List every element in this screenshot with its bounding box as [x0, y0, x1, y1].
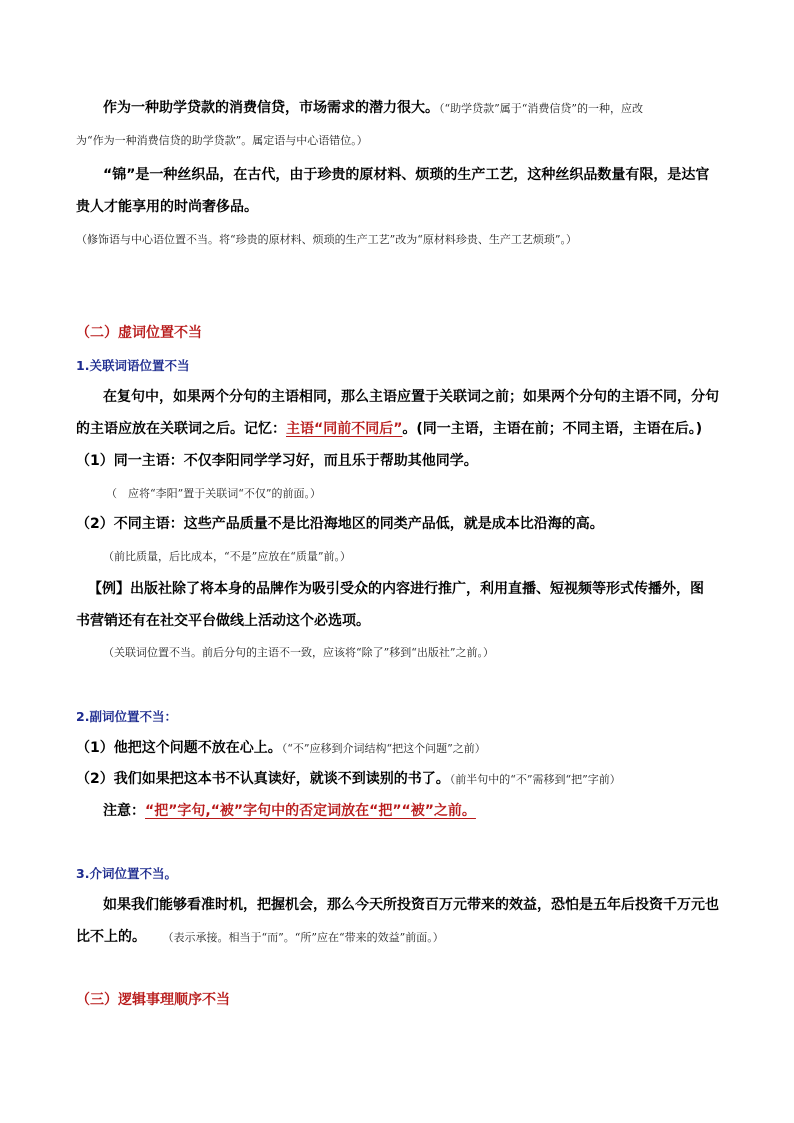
sub1-para-line1: 在复句中，如果两个分句的主语相同，那么主语应置于关联词之前；如果两个分句的主语不同，分句: [103, 389, 719, 405]
sub2-example1-text: （1）他把这个问题不放在心上。: [76, 740, 282, 756]
sub3-note: （表示承接。相当于“而”。“所”应在“带来的效益”前面。）: [168, 931, 444, 944]
block2-line1: “锦”是一种丝织品，在古代，由于珍贵的原材料、烦琐的生产工艺，这种丝织品数量有限，是达官: [103, 167, 710, 183]
sub1-example2-note: （前比质量，后比成本，“不是”应放在“质量”前。）: [103, 550, 351, 563]
sub3-line1: 如果我们能够看准时机，把握机会，那么今天所投资百万元带来的效益，恐怕是五年后投资千万元也: [103, 897, 719, 913]
block1-note-line2: 为“作为一种消费信贷的助学贷款”。属定语与中心语错位。）: [76, 134, 368, 147]
sub1-example1-note: （ 应将“李阳”置于关联词“不仅”的前面。）: [106, 487, 321, 500]
sub1-example1: （1）同一主语：不仅李阳同学学习好，而且乐于帮助其他同学。: [76, 453, 478, 469]
sub1-example-line2: 书营销还有在社交平台做线上活动这个必选项。: [76, 613, 370, 629]
sub1-example-note: （关联词位置不当。前后分句的主语不一致，应该将“除了”移到“出版社”之前。）: [103, 646, 494, 659]
sub2-example1: [76, 740, 486, 757]
sub3-line2: [76, 929, 444, 946]
sub2-tip-text: “把”字句,“被”字句中的否定词放在“把”“被”之前。: [145, 803, 476, 819]
sub1-example2: （2）不同主语：这些产品质量不是比沿海地区的同类产品低，就是成本比沿海的高。: [76, 516, 604, 532]
block1-sentence: 作为一种助学贷款的消费信贷，市场需求的潜力很大。: [103, 100, 439, 116]
sub2-example2: [76, 771, 621, 788]
block2-line2: 贵人才能享用的时尚奢侈品。: [76, 199, 258, 215]
sub1-title: 1.关联词语位置不当: [76, 358, 190, 373]
block2-note: （修饰语与中心语位置不当。将“珍贵的原材料、烦琐的生产工艺”改为“原材料珍贵、生产工艺烦琐”。）: [76, 233, 577, 246]
section2-title: （二）虚词位置不当: [76, 325, 202, 341]
sub1-mnemonic: 主语“同前不同后”: [286, 421, 403, 437]
sub2-example2-text: （2）我们如果把这本书不认真读好，就谈不到读别的书了。: [76, 771, 450, 787]
section3-title: （三）逻辑事理顺序不当: [76, 992, 230, 1008]
sub2-tip-label: 注意：: [103, 803, 145, 819]
sub1-para-line2-after: 。(同一主语，主语在前；不同主语，主语在后。): [402, 421, 703, 437]
block1-note-part1: （“助学贷款”属于“消费信贷”的一种，应改: [439, 102, 643, 115]
sub1-para-line2-before: 的主语应放在关联词之后。记忆：: [76, 421, 286, 437]
sub1-example-line1: 【例】出版社除了将本身的品牌作为吸引受众的内容进行推广，利用直播、短视频等形式传播外，图: [88, 581, 704, 597]
sub3-title: 3.介词位置不当。: [76, 866, 177, 881]
sub2-title: 2.副词位置不当：: [76, 709, 177, 724]
sub2-tip: [103, 803, 476, 820]
block1-line1: [103, 100, 643, 117]
sub1-para-line2: [76, 421, 702, 438]
sub2-example2-note: （前半句中的“不”需移到“把”字前）: [449, 773, 621, 786]
sub3-line2-text: 比不上的。: [76, 929, 146, 945]
sub2-example1-note: （“不”应移到介词结构“把这个问题”之前）: [281, 742, 486, 755]
